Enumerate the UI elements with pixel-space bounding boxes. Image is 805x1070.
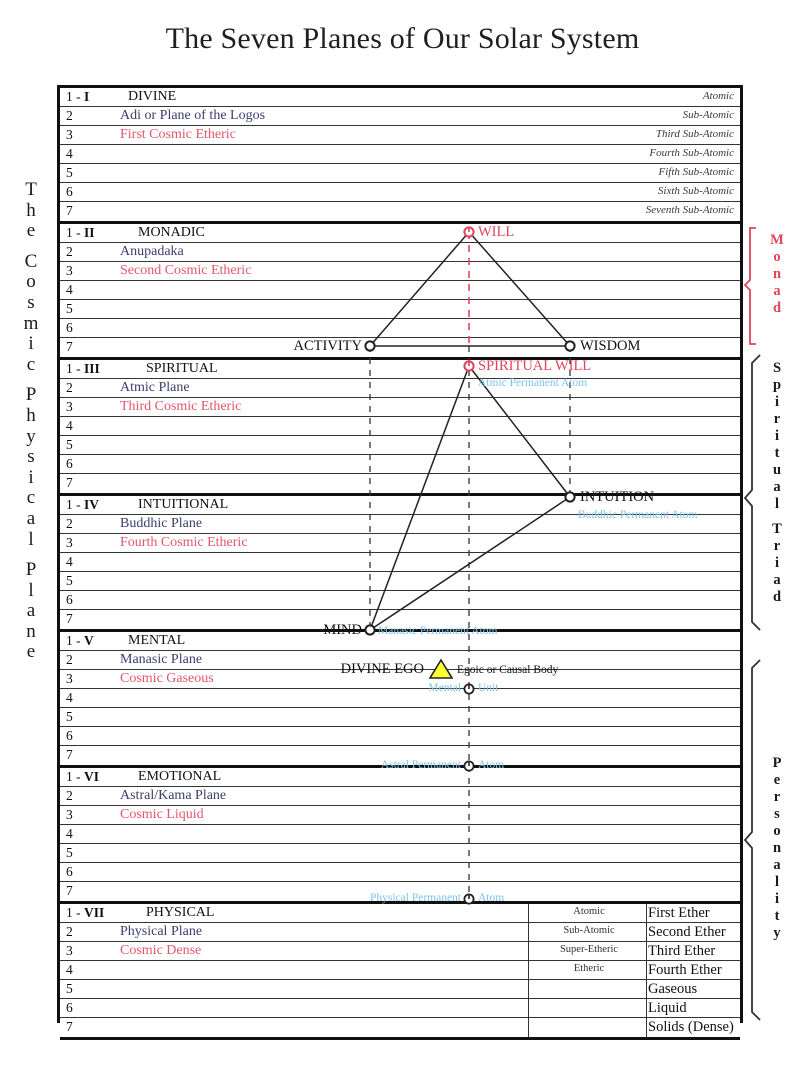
- group-label-monad: M o n a d: [770, 232, 784, 316]
- atmic-permanent-atom-label: Atmic Permanent Atom: [478, 377, 588, 389]
- plane-row: [60, 708, 740, 727]
- subatomic-label: Third Sub-Atomic: [655, 128, 734, 140]
- plane-i: [60, 85, 740, 221]
- plane-row: [60, 961, 740, 980]
- plane-subtitle: Anupadaka: [120, 244, 184, 259]
- spiritual-triad-brace: [745, 355, 760, 630]
- plane-row: [60, 1018, 740, 1037]
- planes-grid: [57, 85, 743, 1035]
- row-number: 6: [66, 456, 73, 471]
- plane-cosmic-label: Cosmic Dense: [120, 943, 202, 958]
- row-number: 4: [66, 690, 73, 705]
- physical-ether-label: First Ether: [648, 905, 710, 921]
- row-number: 1 - VI: [66, 769, 100, 784]
- will-label: WILL: [478, 224, 515, 240]
- buddhic-permanent-atom-label: Buddhic Permanent Atom: [578, 509, 698, 521]
- plane-row: [60, 553, 740, 572]
- column-divider: [528, 980, 529, 998]
- row-number: 5: [66, 981, 73, 996]
- plane-row: [60, 145, 740, 164]
- divine-ego-label: DIVINE EGO: [340, 661, 424, 677]
- row-number: 7: [66, 203, 73, 218]
- row-number: 1 - IV: [66, 497, 100, 512]
- row-number: 1 - I: [66, 89, 90, 104]
- page-title: The Seven Planes of Our Solar System: [165, 22, 640, 55]
- plane-subtitle: Atmic Plane: [120, 380, 190, 395]
- subatomic-label: Fifth Sub-Atomic: [658, 166, 734, 178]
- plane-row: [60, 243, 740, 262]
- row-number: 4: [66, 826, 73, 841]
- plane-row: [60, 164, 740, 183]
- physical-subatomic-label: Etheric: [573, 963, 605, 974]
- plane-iii: [60, 357, 740, 493]
- row-number: 7: [66, 1019, 73, 1034]
- astral-permanent-left-label: Astral Permanent: [380, 759, 461, 771]
- group-label-personality: P e r s o n a l i t y: [772, 755, 782, 941]
- plane-row: [60, 224, 740, 243]
- plane-cosmic-label: Fourth Cosmic Etheric: [120, 535, 248, 550]
- row-number: 7: [66, 611, 73, 626]
- subatomic-label: Seventh Sub-Atomic: [645, 204, 734, 216]
- plane-row: [60, 398, 740, 417]
- plane-subtitle: Buddhic Plane: [120, 516, 203, 531]
- physical-ether-label: Fourth Ether: [648, 962, 722, 978]
- physical-ether-label: Liquid: [648, 1000, 687, 1016]
- plane-row: [60, 319, 740, 338]
- plane-row: [60, 534, 740, 553]
- row-number: 5: [66, 845, 73, 860]
- row-number: 3: [66, 399, 73, 414]
- manasic-permanent-atom-label: Manasic Permanent Atom: [378, 625, 498, 637]
- mental-unit-right-label: Unit: [478, 682, 499, 694]
- plane-row: [60, 107, 740, 126]
- row-number: 4: [66, 282, 73, 297]
- plane-row: [60, 923, 740, 942]
- subatomic-label: Sixth Sub-Atomic: [657, 185, 734, 197]
- row-number: 1 - VII: [66, 905, 105, 920]
- wisdom-label: WISDOM: [580, 338, 641, 354]
- plane-row: [60, 455, 740, 474]
- plane-row: [60, 904, 740, 923]
- activity-label: ACTIVITY: [293, 338, 362, 354]
- row-number: 3: [66, 263, 73, 278]
- plane-row: [60, 436, 740, 455]
- row-number: 2: [66, 108, 73, 123]
- physical-ether-label: Third Ether: [648, 943, 716, 959]
- row-number: 3: [66, 127, 73, 142]
- plane-row: [60, 806, 740, 825]
- plane-row: [60, 844, 740, 863]
- mind-label: MIND: [323, 622, 362, 638]
- row-number: 6: [66, 184, 73, 199]
- plane-row: [60, 88, 740, 107]
- physical-permanent-left-label: Physical Permanent: [369, 892, 461, 904]
- row-number: 7: [66, 475, 73, 490]
- plane-title: DIVINE: [128, 89, 177, 104]
- physical-ether-label: Gaseous: [648, 981, 698, 997]
- plane-vi: [60, 765, 740, 901]
- row-number: 2: [66, 652, 73, 667]
- plane-title: MONADIC: [138, 225, 205, 240]
- egoic-causal-body-label: Egoic or Causal Body: [457, 664, 559, 676]
- physical-subatomic-label: Sub-Atomic: [563, 925, 615, 936]
- row-number: 1 - II: [66, 225, 95, 240]
- personality-brace: [745, 660, 760, 1020]
- plane-title: INTUITIONAL: [138, 497, 229, 512]
- plane-subtitle: Manasic Plane: [120, 652, 203, 667]
- subatomic-label: Atomic: [702, 90, 734, 102]
- plane-vii: [60, 901, 740, 1040]
- plane-row: [60, 863, 740, 882]
- row-number: 3: [66, 943, 73, 958]
- plane-row: [60, 360, 740, 379]
- row-number: 2: [66, 516, 73, 531]
- row-number: 3: [66, 535, 73, 550]
- row-number: 7: [66, 747, 73, 762]
- row-number: 6: [66, 728, 73, 743]
- physical-ether-label: Second Ether: [648, 924, 726, 940]
- mental-unit-left-label: Mental: [428, 682, 461, 694]
- plane-row: [60, 379, 740, 398]
- plane-cosmic-label: Cosmic Liquid: [120, 807, 204, 822]
- plane-row: [60, 787, 740, 806]
- plane-title: MENTAL: [128, 633, 186, 648]
- plane-subtitle: Adi or Plane of the Logos: [120, 108, 266, 123]
- plane-row: [60, 281, 740, 300]
- plane-row: [60, 262, 740, 281]
- subatomic-label: Fourth Sub-Atomic: [649, 147, 734, 159]
- row-number: 6: [66, 864, 73, 879]
- row-number: 3: [66, 671, 73, 686]
- plane-subtitle: Physical Plane: [120, 924, 203, 939]
- row-number: 2: [66, 244, 73, 259]
- plane-row: [60, 572, 740, 591]
- row-number: 1 - III: [66, 361, 100, 376]
- row-number: 5: [66, 709, 73, 724]
- row-number: 2: [66, 788, 73, 803]
- left-vertical-caption: T h e C o s m i c P h y s i c a l P l a n e: [23, 179, 39, 663]
- plane-title: EMOTIONAL: [138, 769, 222, 784]
- plane-cosmic-label: First Cosmic Etheric: [120, 127, 236, 142]
- plane-row: [60, 202, 740, 221]
- physical-ether-label: Solids (Dense): [648, 1019, 734, 1035]
- plane-row: [60, 300, 740, 319]
- column-divider: [528, 1018, 529, 1037]
- row-number: 4: [66, 962, 73, 977]
- plane-cosmic-label: Second Cosmic Etheric: [120, 263, 252, 278]
- row-number: 5: [66, 573, 73, 588]
- row-number: 4: [66, 146, 73, 161]
- plane-row: [60, 999, 740, 1018]
- plane-v: [60, 629, 740, 765]
- plane-row: [60, 126, 740, 145]
- group-label-spiritual-triad: S p i r i t u a l T r i a d: [772, 360, 782, 605]
- monad-brace: [745, 228, 756, 344]
- plane-row: [60, 183, 740, 202]
- plane-title: PHYSICAL: [146, 905, 215, 920]
- plane-row: [60, 689, 740, 708]
- plane-row: [60, 727, 740, 746]
- row-number: 6: [66, 592, 73, 607]
- plane-row: [60, 825, 740, 844]
- plane-row: [60, 942, 740, 961]
- row-number: 6: [66, 320, 73, 335]
- astral-permanent-right-label: Atom: [478, 759, 505, 771]
- column-divider: [528, 999, 529, 1017]
- row-number: 5: [66, 437, 73, 452]
- spiritual-will-label: SPIRITUAL WILL: [478, 358, 592, 374]
- plane-cosmic-label: Third Cosmic Etheric: [120, 399, 242, 414]
- row-number: 4: [66, 554, 73, 569]
- row-number: 5: [66, 301, 73, 316]
- row-number: 1 - V: [66, 633, 94, 648]
- row-number: 2: [66, 380, 73, 395]
- physical-permanent-right-label: Atom: [478, 892, 505, 904]
- row-number: 5: [66, 165, 73, 180]
- plane-subtitle: Astral/Kama Plane: [120, 788, 227, 803]
- plane-row: [60, 417, 740, 436]
- plane-row: [60, 591, 740, 610]
- row-number: 2: [66, 924, 73, 939]
- physical-subatomic-label: Atomic: [573, 906, 605, 917]
- row-number: 7: [66, 883, 73, 898]
- plane-cosmic-label: Cosmic Gaseous: [120, 671, 214, 686]
- plane-ii: [60, 221, 740, 357]
- plane-row: [60, 980, 740, 999]
- row-number: 4: [66, 418, 73, 433]
- row-number: 3: [66, 807, 73, 822]
- row-number: 6: [66, 1000, 73, 1015]
- physical-subatomic-label: Super-Etheric: [559, 944, 619, 955]
- plane-title: SPIRITUAL: [146, 361, 218, 376]
- row-number: 7: [66, 339, 73, 354]
- intuition-label: INTUITION: [580, 489, 655, 505]
- subatomic-label: Sub-Atomic: [682, 109, 734, 121]
